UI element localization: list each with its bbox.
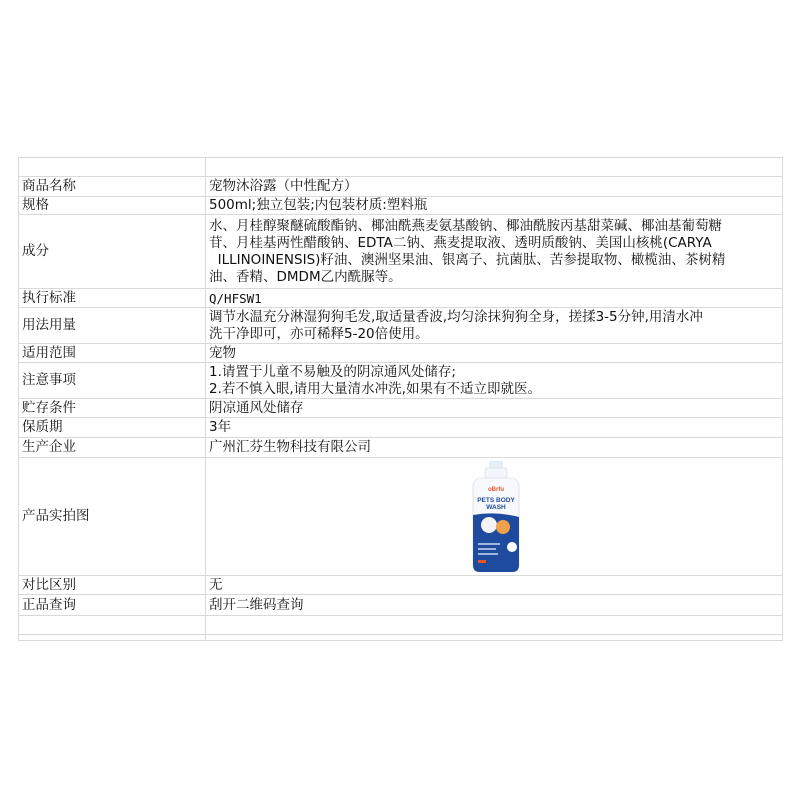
value-line: 2.若不慎入眼,请用大量清水冲洗,如果有不适立即就医。 bbox=[209, 380, 541, 397]
empty-cell[interactable] bbox=[206, 158, 783, 177]
product-photo-cell[interactable] bbox=[206, 458, 783, 576]
table-row bbox=[19, 289, 783, 308]
value-line: 洗干净即可，亦可稀释5-20倍使用。 bbox=[209, 325, 429, 342]
empty-row bbox=[19, 635, 783, 641]
product-bottle-image bbox=[467, 461, 525, 573]
row-value[interactable] bbox=[206, 197, 783, 215]
empty-row bbox=[19, 616, 783, 635]
empty-cell[interactable] bbox=[206, 616, 783, 635]
value-line: 广州汇芬生物科技有限公司 bbox=[209, 439, 371, 455]
value-line: 调节水温充分淋湿狗狗毛发,取适量香波,均匀涂抹狗狗全身，搓揉3-5分钟,用清水冲 bbox=[209, 308, 703, 325]
empty-cell[interactable] bbox=[19, 158, 206, 177]
row-value[interactable] bbox=[206, 576, 783, 595]
empty-row bbox=[19, 158, 783, 177]
value-line: 苷、月桂基两性醋酸钠、EDTA二钠、燕麦提取液、透明质酸钠、美国山核桃(CARYA bbox=[209, 234, 712, 251]
product-spec-table bbox=[18, 157, 783, 641]
table-row bbox=[19, 438, 783, 458]
table-row bbox=[19, 308, 783, 344]
row-value[interactable] bbox=[206, 438, 783, 458]
value-line: 油、香精、DMDM乙内酰脲等。 bbox=[209, 268, 402, 285]
value-line: 1.请置于儿童不易触及的阴凉通风处储存; bbox=[209, 363, 456, 380]
value-line: 阴凉通风处储存 bbox=[209, 399, 304, 416]
table-row bbox=[19, 215, 783, 289]
row-value[interactable] bbox=[206, 363, 783, 399]
value-line: 无 bbox=[209, 576, 223, 593]
row-label[interactable]: 保质期 bbox=[19, 418, 206, 438]
row-label[interactable]: 产品实拍图 bbox=[19, 458, 206, 576]
value-line: 水、月桂醇聚醚硫酸酯钠、椰油酰燕麦氨基酸钠、椰油酰胺丙基甜菜碱、椰油基葡萄糖 bbox=[209, 217, 722, 234]
empty-cell[interactable] bbox=[19, 616, 206, 635]
product-name-line2: WASH bbox=[485, 503, 506, 511]
row-label[interactable]: 生产企业 bbox=[19, 438, 206, 458]
value-line: Q/HFSW1 bbox=[209, 290, 262, 306]
value-line: 500ml;独立包装;内包装材质:塑料瓶 bbox=[209, 197, 428, 213]
row-label[interactable]: 规格 bbox=[19, 197, 206, 215]
value-line: ILLINOINENSIS)籽油、澳洲坚果油、银离子、抗菌肽、苦参提取物、橄榄油、茶树精 bbox=[209, 251, 726, 268]
cat-illustration bbox=[496, 520, 510, 534]
row-label[interactable]: 执行标准 bbox=[19, 289, 206, 308]
row-label[interactable]: 注意事项 bbox=[19, 363, 206, 399]
row-label[interactable]: 适用范围 bbox=[19, 344, 206, 363]
row-label[interactable]: 贮存条件 bbox=[19, 399, 206, 418]
badge-icon bbox=[507, 542, 517, 552]
row-value[interactable] bbox=[206, 399, 783, 418]
row-value[interactable] bbox=[206, 418, 783, 438]
row-value[interactable] bbox=[206, 215, 783, 289]
row-value[interactable] bbox=[206, 595, 783, 616]
row-label[interactable]: 用法用量 bbox=[19, 308, 206, 344]
table-row bbox=[19, 576, 783, 595]
row-label[interactable]: 商品名称 bbox=[19, 177, 206, 197]
row-value[interactable] bbox=[206, 289, 783, 308]
table-row bbox=[19, 399, 783, 418]
table-row bbox=[19, 197, 783, 215]
dog-illustration bbox=[481, 517, 497, 533]
table-row bbox=[19, 418, 783, 438]
row-value[interactable] bbox=[206, 177, 783, 197]
empty-cell[interactable] bbox=[206, 635, 783, 641]
row-value[interactable] bbox=[206, 344, 783, 363]
value-line: 3年 bbox=[209, 419, 232, 435]
table-row bbox=[19, 344, 783, 363]
row-value[interactable] bbox=[206, 308, 783, 344]
row-label[interactable]: 正品查询 bbox=[19, 595, 206, 616]
product-name-line1: PETS BODY bbox=[476, 496, 515, 504]
table-row bbox=[19, 595, 783, 616]
value-line: 宠物 bbox=[209, 344, 236, 361]
row-label[interactable]: 成分 bbox=[19, 215, 206, 289]
table-row bbox=[19, 363, 783, 399]
empty-cell[interactable] bbox=[19, 635, 206, 641]
table-row bbox=[19, 458, 783, 576]
row-label[interactable]: 对比区别 bbox=[19, 576, 206, 595]
value-line: 刮开二维码查询 bbox=[209, 596, 304, 613]
value-line: 宠物沐浴露（中性配方） bbox=[209, 178, 358, 194]
brand-text: oBrfu bbox=[487, 486, 504, 493]
table-row bbox=[19, 177, 783, 197]
